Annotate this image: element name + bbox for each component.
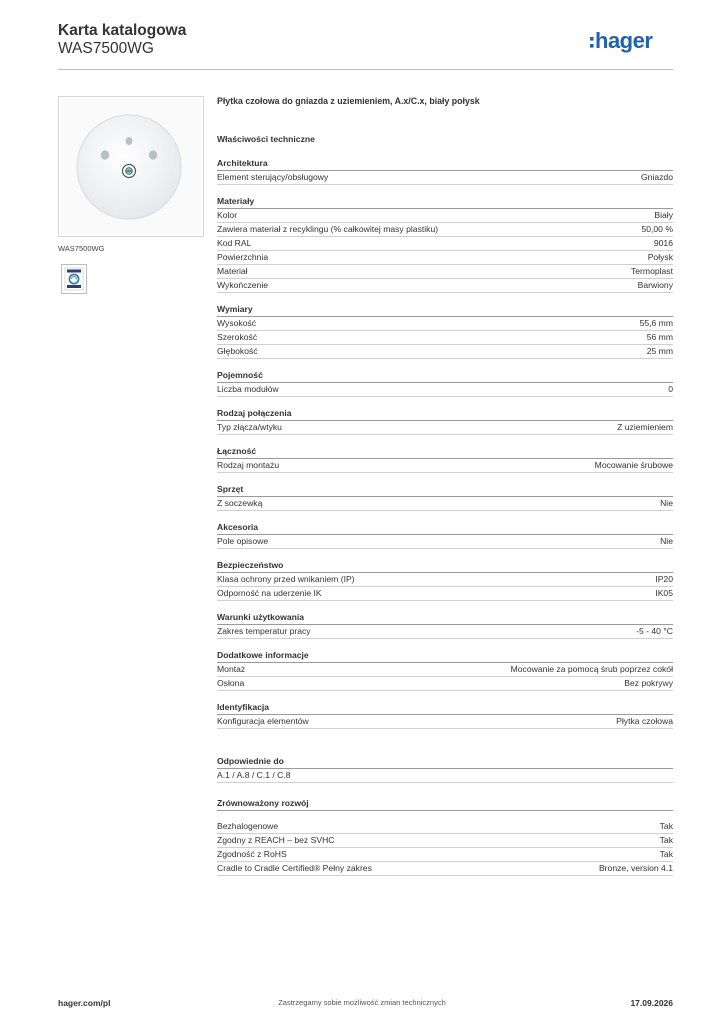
spec-row bbox=[217, 497, 673, 511]
spec-row bbox=[217, 573, 673, 587]
spec-label: Osłona bbox=[217, 678, 245, 688]
product-image bbox=[58, 96, 204, 237]
spec-value: Barwiony bbox=[637, 280, 673, 290]
spec-value: 0 bbox=[668, 384, 673, 394]
sustainability-rows bbox=[217, 820, 673, 876]
spec-value: Tak bbox=[659, 821, 673, 831]
section-title: Łączność bbox=[217, 445, 673, 459]
section-title: Dodatkowe informacje bbox=[217, 649, 673, 663]
spec-section bbox=[217, 483, 673, 511]
spec-value: -5 - 40 °C bbox=[636, 626, 673, 636]
spec-label: Konfiguracja elementów bbox=[217, 716, 309, 726]
spec-value: Gniazdo bbox=[640, 172, 673, 182]
spec-row bbox=[217, 251, 673, 265]
spec-row bbox=[217, 345, 673, 359]
spec-label: Kod RAL bbox=[217, 238, 252, 248]
spec-value: Nie bbox=[660, 498, 673, 508]
logo-text: hager bbox=[595, 29, 653, 53]
spec-value: Bronze, version 4.1 bbox=[598, 863, 673, 873]
specifications bbox=[217, 95, 673, 886]
spec-label: Z soczewką bbox=[217, 498, 263, 508]
product-title: Płytka czołowa do gniazda z uziemieniem, A.x/C.x, biały połysk bbox=[217, 96, 480, 106]
spec-label: Wykończenie bbox=[217, 280, 269, 290]
spec-row bbox=[217, 383, 673, 397]
spec-row bbox=[217, 237, 673, 251]
spec-value: 55,6 mm bbox=[639, 318, 673, 328]
spec-row bbox=[217, 171, 673, 185]
spec-label: Montaż bbox=[217, 664, 246, 674]
image-caption: WAS7500WG bbox=[58, 244, 105, 253]
section-title: Sprzęt bbox=[217, 483, 673, 497]
section-title: Identyfikacja bbox=[217, 701, 673, 715]
spec-value: Nie bbox=[660, 536, 673, 546]
hager-logo[interactable] bbox=[589, 29, 675, 62]
spec-section bbox=[217, 157, 673, 185]
spec-section bbox=[217, 303, 673, 359]
spec-value: 50,00 % bbox=[641, 224, 673, 234]
spec-value: Mocowanie śrubowe bbox=[594, 460, 673, 470]
spec-section bbox=[217, 701, 673, 729]
footer-date: 17.09.2026 bbox=[630, 998, 673, 1008]
spec-label: Zgodność z RoHS bbox=[217, 849, 287, 859]
properties-heading: Właściwości techniczne bbox=[217, 134, 315, 144]
spec-label: Klasa ochrony przed wnikaniem (IP) bbox=[217, 574, 355, 584]
spec-value: 25 mm bbox=[646, 346, 673, 356]
section-title: Odpowiednie do bbox=[217, 755, 673, 769]
spec-label: Głębokość bbox=[217, 346, 258, 356]
spec-section bbox=[217, 369, 673, 397]
section-title: Architektura bbox=[217, 157, 673, 171]
spec-row bbox=[217, 209, 673, 223]
spec-label: Cradle to Cradle Certified® Pełny zakres bbox=[217, 863, 372, 873]
spec-value: Bez pokrywy bbox=[624, 678, 673, 688]
spec-label: Liczba modułów bbox=[217, 384, 279, 394]
spec-row bbox=[217, 279, 673, 293]
spec-value: Mocowanie za pomocą śrub poprzez cokół bbox=[510, 664, 673, 674]
section-title: Akcesoria bbox=[217, 521, 673, 535]
spec-label: Bezhalogenowe bbox=[217, 821, 279, 831]
spec-value: Z uziemieniem bbox=[617, 422, 673, 432]
spec-value: Płytka czołowa bbox=[616, 716, 673, 726]
section-title: Wymiary bbox=[217, 303, 673, 317]
spec-value: IP20 bbox=[655, 574, 673, 584]
spec-value: Połysk bbox=[647, 252, 673, 262]
section-title: Zrównoważony rozwój bbox=[217, 797, 673, 811]
header-divider bbox=[58, 69, 673, 70]
spec-label: Odporność na uderzenie IK bbox=[217, 588, 322, 598]
spec-label: Element sterujący/obsługowy bbox=[217, 172, 329, 182]
spec-section bbox=[217, 649, 673, 691]
spec-label: Rodzaj montażu bbox=[217, 460, 280, 470]
section-title: Pojemność bbox=[217, 369, 673, 383]
spec-row bbox=[217, 265, 673, 279]
spec-label: Wysokość bbox=[217, 318, 257, 328]
sustainability-section bbox=[217, 797, 673, 876]
spec-section bbox=[217, 407, 673, 435]
spec-row bbox=[217, 421, 673, 435]
spec-label: Typ złącza/wtyku bbox=[217, 422, 282, 432]
spec-value: Tak bbox=[659, 849, 673, 859]
spec-row bbox=[217, 862, 673, 876]
spec-row bbox=[217, 677, 673, 691]
spec-row bbox=[217, 715, 673, 729]
header-title: Karta katalogowa bbox=[58, 22, 187, 39]
cradle-to-cradle-certified-icon bbox=[61, 264, 87, 294]
section-title: Warunki użytkowania bbox=[217, 611, 673, 625]
spec-label: Zgodny z REACH – bez SVHC bbox=[217, 835, 335, 845]
suitable-for-section bbox=[217, 755, 673, 783]
spec-label: Zakres temperatur pracy bbox=[217, 626, 311, 636]
spec-label: Pole opisowe bbox=[217, 536, 269, 546]
spec-label: Materiał bbox=[217, 266, 248, 276]
section-title: Bezpieczeństwo bbox=[217, 559, 673, 573]
spec-row bbox=[217, 625, 673, 639]
spec-row bbox=[217, 834, 673, 848]
spec-section bbox=[217, 559, 673, 601]
spec-label: Kolor bbox=[217, 210, 238, 220]
spec-row bbox=[217, 663, 673, 677]
spec-label: Szerokość bbox=[217, 332, 258, 342]
spec-row bbox=[217, 459, 673, 473]
footer-website[interactable]: hager.com/pl bbox=[58, 998, 111, 1008]
socket-faceplate-icon bbox=[59, 97, 203, 236]
spec-label: Zawiera materiał z recyklingu (% całkowitej masy plastiku) bbox=[217, 224, 439, 234]
spec-value: Tak bbox=[659, 835, 673, 845]
section-title: Rodzaj połączenia bbox=[217, 407, 673, 421]
spec-value: Biały bbox=[654, 210, 673, 220]
footer-disclaimer: Zastrzegamy sobie możliwość zmian technicznych bbox=[278, 998, 446, 1007]
spec-section bbox=[217, 521, 673, 549]
product-code: WAS7500WG bbox=[58, 40, 154, 57]
spec-row bbox=[217, 331, 673, 345]
spec-row bbox=[217, 223, 673, 237]
spec-row bbox=[217, 587, 673, 601]
spec-label: A.1 / A.8 / C.1 / C.8 bbox=[217, 770, 291, 780]
spec-value: IK05 bbox=[655, 588, 673, 598]
spec-section bbox=[217, 445, 673, 473]
spec-value: 9016 bbox=[653, 238, 673, 248]
spec-sections bbox=[217, 157, 673, 729]
section-title: Materiały bbox=[217, 195, 673, 209]
spec-section bbox=[217, 195, 673, 293]
spec-value: Termoplast bbox=[630, 266, 673, 276]
spec-value: 56 mm bbox=[646, 332, 673, 342]
spec-section bbox=[217, 611, 673, 639]
spec-label: Powierzchnia bbox=[217, 252, 269, 262]
spec-row bbox=[217, 820, 673, 834]
spec-row bbox=[217, 317, 673, 331]
spec-row bbox=[217, 848, 673, 862]
spec-row bbox=[217, 769, 673, 783]
spec-row bbox=[217, 535, 673, 549]
